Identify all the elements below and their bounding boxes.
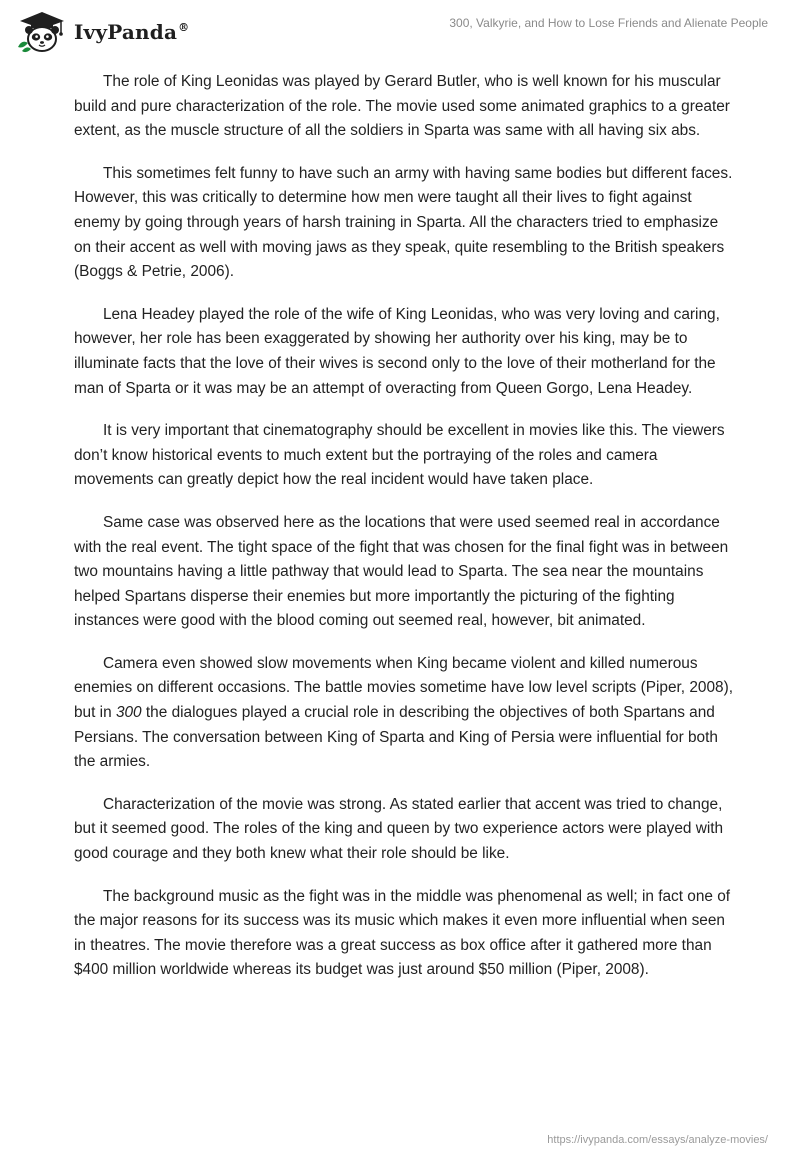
movie-title-italic: 300 — [115, 704, 142, 722]
source-url-link[interactable]: https://ivypanda.com/essays/analyze-movies/ — [547, 1134, 768, 1146]
page-header — [0, 0, 800, 60]
essay-body — [74, 70, 734, 983]
panda-graduate-icon — [14, 9, 70, 53]
paragraph-camera — [74, 652, 734, 775]
logo-text: IvyPanda® — [74, 20, 190, 44]
document-title: 300, Valkyrie, and How to Lose Friends and Alienate People — [449, 16, 768, 30]
camera-text-after: the dialogues played a crucial role in describing the objectives of both Spartans and Persians. The conversation between King of Sparta and King of Persia were influential for both the armies. — [74, 704, 718, 771]
registered-mark: ® — [178, 21, 190, 35]
camera-text-before: Camera even showed slow movements when King became violent and killed numerous enemies on different occasions. The battle movies sometime have low level scripts (Piper, 2008), but in — [74, 654, 733, 722]
paragraph-headey: Lena Headey played the role of the wife of King Leonidas, who was very loving and caring, however, her role has been exaggerated by showing her authority over his king, may be to illuminate facts that the love of their wives is second only to the love of their motherland for the man of Sparta or it was may be an attempt of overacting from Queen Gorgo, Lena Headey. — [74, 305, 720, 397]
paragraph-leonidas: The role of King Leonidas was played by Gerard Butler, who is well known for his muscular build and pure characterization of the role. The movie used some animated graphics to a greater extent, as the muscle structure of all the soldiers in Sparta was same with all having six abs. — [74, 73, 730, 140]
ivypanda-logo[interactable] — [14, 9, 189, 53]
paragraph-cinematography: It is very important that cinematography should be excellent in movies like this. The viewers don’t know historical events to much extent but the portraying of the roles and camera movements can greatly depict how the real incident would have taken place. — [74, 422, 725, 489]
paragraph-characterization: Characterization of the movie was strong. As stated earlier that accent was tried to change, but it seemed good. The roles of the king and queen by two experience actors were played with good courage and they both knew what their role should be like. — [74, 795, 724, 863]
paragraph-locations: Same case was observed here as the locations that were used seemed real in accordance with the real event. The tight space of the fight that was chosen for the final fight was in between two mountains having a little pathway that would lead to Sparta. The sea near the mountains helped Spartans disperse their enemies but more importantly the picturing of the fighting instances were good with the blood coming out seemed real, however, bit animated. — [74, 513, 729, 630]
paragraph-army: This sometimes felt funny to have such an army with having same bodies but different faces. However, this was critically to determine how men were taught all their lives to fight against enemy by going through years of harsh training in Sparta. All the characters tried to emphasize on their accent as well with moving jaws as they speak, quite resembling to the British speakers (Boggs & Petrie, 2006). — [74, 164, 733, 281]
paragraph-music: The background music as the fight was in the middle was phenomenal as well; in fact one of the major reasons for its success was its music which makes it even more influential when seen in theatres. The movie therefore was a great success as box office after it gathered more than $400 million worldwide whereas its budget was just around $50 million (Piper, 2008). — [74, 887, 731, 979]
